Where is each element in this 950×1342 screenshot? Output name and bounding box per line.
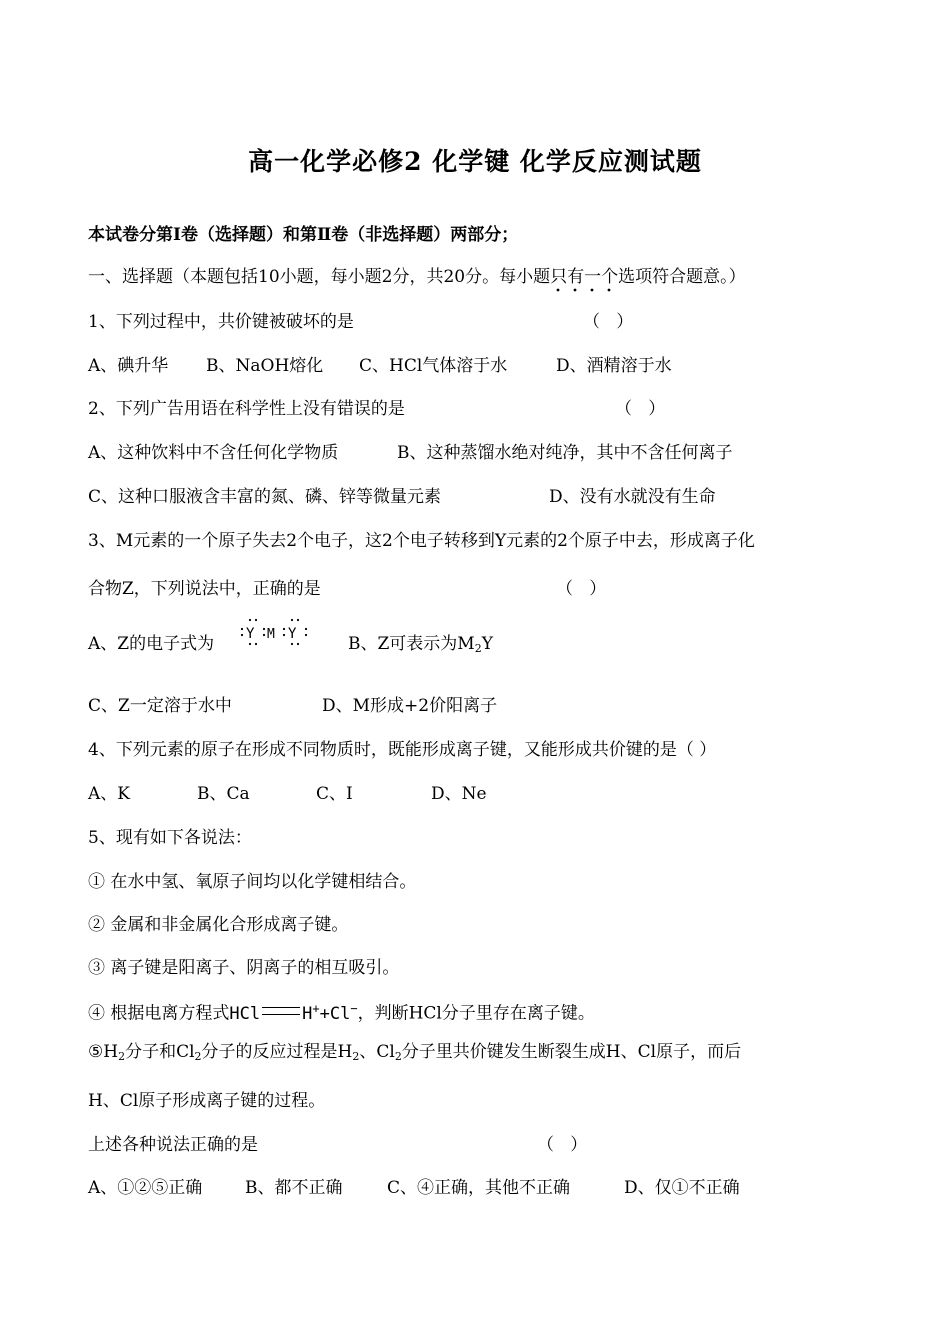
q2-stem: 2、下列广告用语在科学性上没有错误的是 (88, 399, 405, 419)
page-title: 高一化学必修2 化学键 化学反应测试题 (248, 147, 702, 176)
q3-stem-line1: 3、M元素的一个原子失去2个电子，这2个电子转移到Y元素的2个原子中去，形成离子化 (88, 531, 755, 551)
q2-option-d: D、没有水就没有生命 (549, 487, 716, 507)
q2-option-a: A、这种饮料中不含任何化学物质 (88, 443, 339, 463)
ionization-equation: HCl H++Cl− (229, 1001, 358, 1024)
equals-sign-icon (262, 1007, 300, 1015)
section-heading (88, 265, 746, 289)
q5-answer-paren: （ ） (537, 1135, 588, 1155)
q3-option-a: A、Z的电子式为 (88, 634, 215, 654)
q3-option-d: D、M形成+2价阳离子 (322, 696, 498, 716)
q5-option-b: B、都不正确 (245, 1178, 343, 1198)
q3-answer-paren: （ ） (556, 579, 607, 599)
formula-letter-y1: Y (246, 626, 255, 642)
q5-option-a: A、①②⑤正确 (88, 1178, 203, 1198)
q1-answer-paren: （ ） (583, 312, 634, 332)
q3-stem-line2: 合物Z，下列说法中，正确的是 (88, 579, 321, 599)
q1-option-d: D、酒精溶于水 (556, 356, 672, 376)
q4-option-a: A、K (88, 784, 130, 804)
q4-option-c: C、I (316, 784, 353, 804)
q4-option-b: B、Ca (197, 784, 250, 804)
formula-letter-m: M (267, 627, 275, 642)
intro-text: 本试卷分第Ⅰ卷（选择题）和第Ⅱ卷（非选择题）两部分； (88, 225, 519, 245)
q1-stem: 1、下列过程中，共价键被破坏的是 (88, 312, 354, 332)
q2-option-c: C、这种口服液含丰富的氮、磷、锌等微量元素 (88, 487, 442, 507)
q5-option-d: D、仅①不正确 (624, 1178, 740, 1198)
q5-option-c: C、④正确，其他不正确 (387, 1178, 571, 1198)
q1-option-a: A、碘升华 (88, 356, 169, 376)
q5-statement-5-line2: H、Cl原子形成离子键的过程。 (88, 1091, 326, 1111)
q3-option-b: B、Z可表示为$M_2Y$ (348, 634, 493, 655)
emphasis-text: 只有一个 (550, 267, 618, 287)
q2-option-b: B、这种蒸馏水绝对纯净，其中不含任何离子 (397, 443, 733, 463)
emphasis-dots (550, 287, 618, 293)
section-text-before: 一、选择题（本题包括10小题，每小题2分，共20分。每小题 (88, 267, 551, 287)
q3-option-c: C、Z一定溶于水中 (88, 696, 232, 716)
q5-statement-4: ④ 根据电离方程式HCl H++Cl−，判断HCl分子里存在离子键。 (88, 1001, 595, 1024)
q5-statement-5: $⑤H_2$分子和$Cl_2$分子的反应过程是$H_2$、$Cl_2$分子里共价键发生断裂生成H、Cl原子，而后 (88, 1042, 742, 1063)
q4-option-d: D、Ne (431, 784, 487, 804)
q1-option-c: C、HCl气体溶于水 (359, 356, 508, 376)
q1-option-b: B、NaOH熔化 (206, 356, 324, 376)
q5-stem: 5、现有如下各说法： (88, 828, 252, 848)
section-text-after: 选项符合题意。） (618, 267, 746, 287)
formula-letter-y2: Y (288, 626, 297, 642)
q2-answer-paren: （ ） (615, 399, 666, 419)
q5-conclusion: 上述各种说法正确的是 (88, 1135, 258, 1155)
q4-stem: 4、下列元素的原子在形成不同物质时，既能形成离子键，又能形成共价键的是（ ） (88, 740, 717, 760)
q5-statement-1: ① 在水中氢、氧原子间均以化学键相结合。 (88, 872, 417, 892)
q5-statement-2: ② 金属和非金属化合形成离子键。 (88, 915, 349, 935)
q5-statement-3: ③ 离子键是阳离子、阴离子的相互吸引。 (88, 958, 400, 978)
electron-formula-icon (240, 616, 310, 650)
